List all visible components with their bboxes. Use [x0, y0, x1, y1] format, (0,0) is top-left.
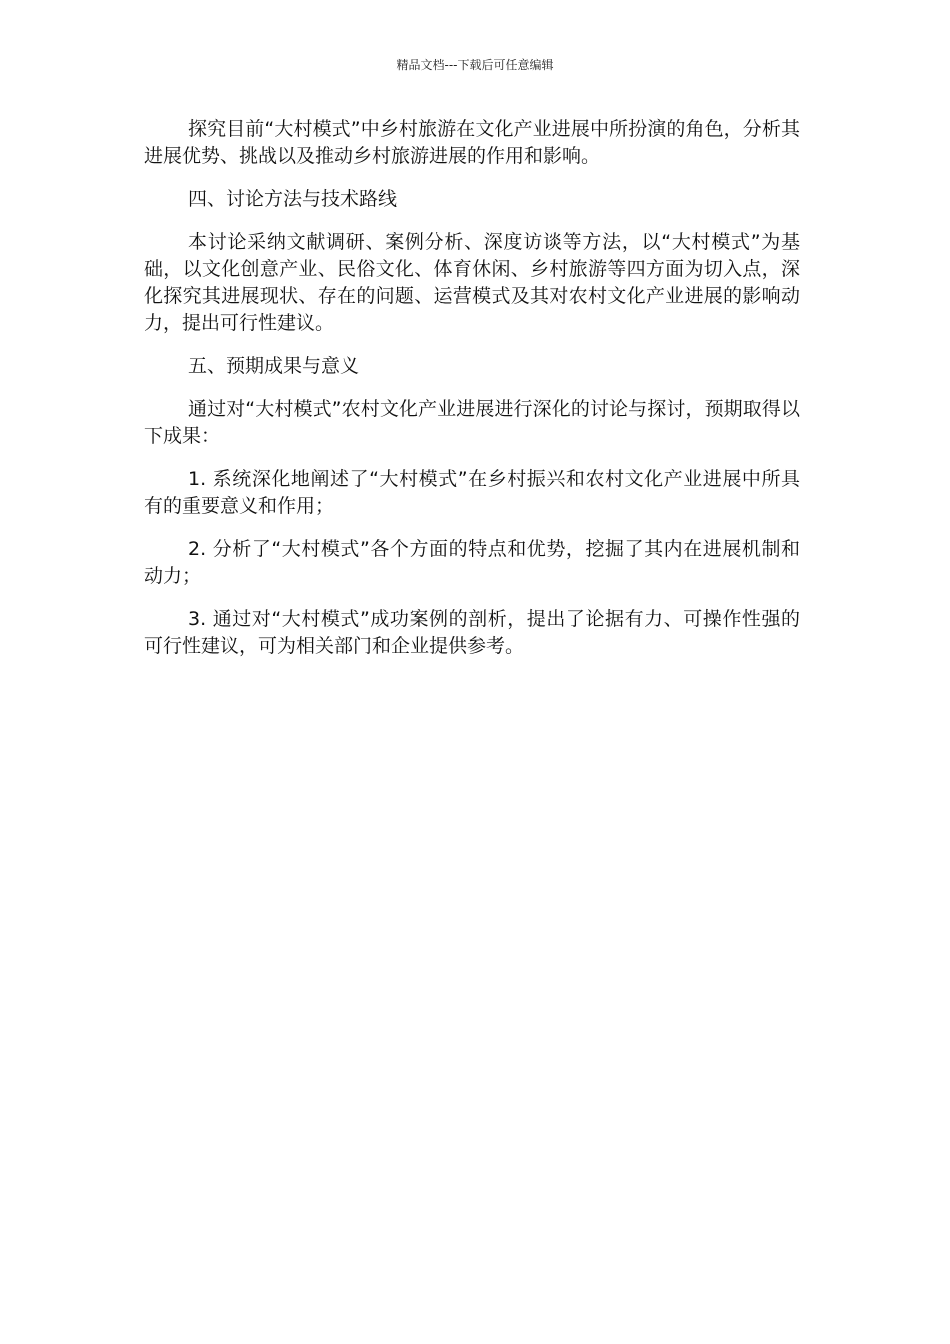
page-header: 精品文档---下载后可任意编辑: [396, 58, 554, 72]
paragraph-outcomes-intro: 通过对“大村模式”农村文化产业进展进行深化的讨论与探讨，预期取得以下成果：: [144, 398, 800, 447]
list-item-outcome-1: 1. 系统深化地阐述了“大村模式”在乡村振兴和农村文化产业进展中所具有的重要意义和作用；: [144, 468, 800, 517]
paragraph-methods: 本讨论采纳文献调研、案例分析、深度访谈等方法，以“大村模式”为基础，以文化创意产业、民俗文化、体育休闲、乡村旅游等四方面为切入点，深化探究其进展现状、存在的问题、运营模式及其对农村文化产业进展的影响动力，提出可行性建议。: [144, 231, 800, 334]
list-item-outcome-2: 2. 分析了“大村模式”各个方面的特点和优势，挖掘了其内在进展机制和动力；: [144, 538, 800, 587]
section-heading-methods: 四、讨论方法与技术路线: [188, 188, 398, 210]
paragraph-research-goal: 探究目前“大村模式”中乡村旅游在文化产业进展中所扮演的角色，分析其进展优势、挑战以及推动乡村旅游进展的作用和影响。: [144, 118, 800, 167]
document-body: [144, 116, 800, 676]
section-heading-outcomes: 五、预期成果与意义: [188, 355, 360, 377]
list-item-outcome-3: 3. 通过对“大村模式”成功案例的剖析，提出了论据有力、可操作性强的可行性建议，可为相关部门和企业提供参考。: [144, 608, 800, 657]
